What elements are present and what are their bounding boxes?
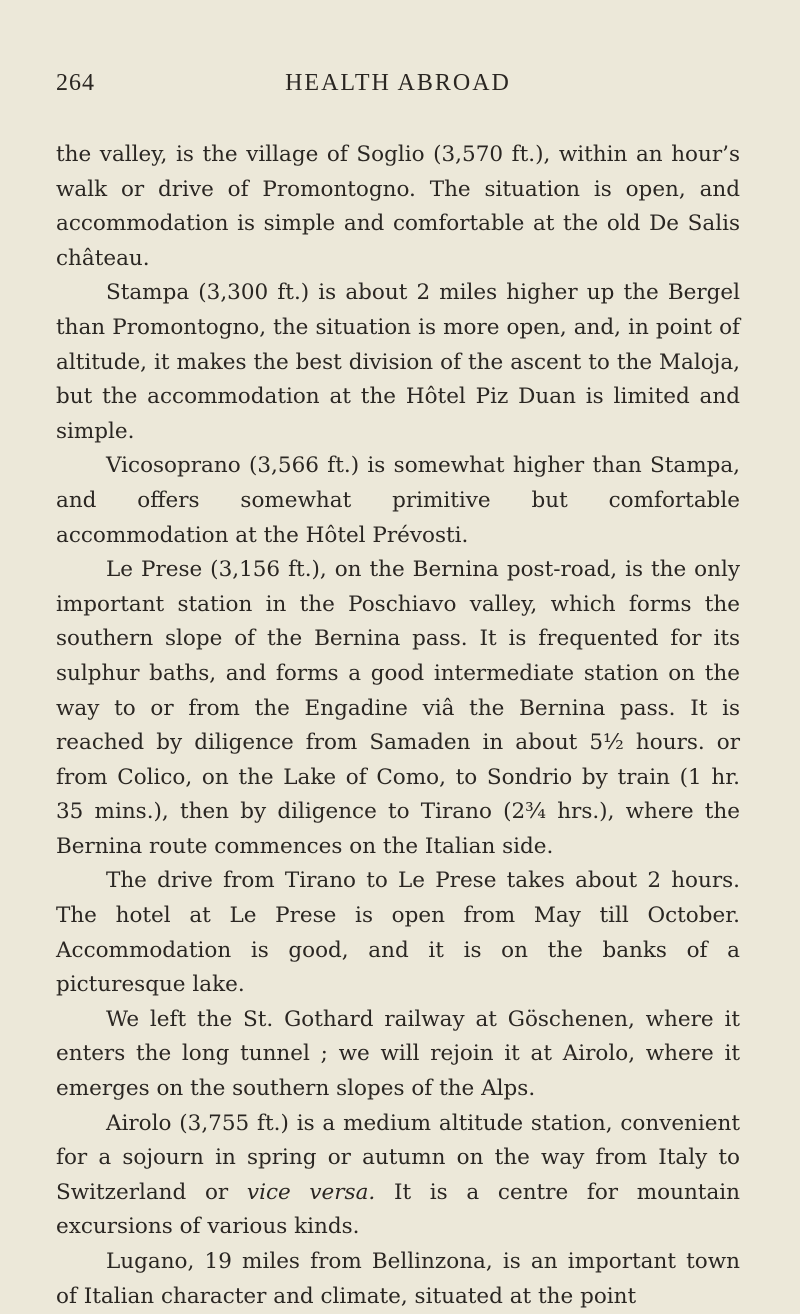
- paragraph-vicosoprano: Vicosoprano (3,566 ft.) is somewhat higher than Stampa, and offers somewhat primitive but comfortable accommodation at the Hôtel Prévosti.: [56, 453, 740, 548]
- paragraph-airolo: [56, 1107, 740, 1245]
- paragraph-tirano-drive: The drive from Tirano to Le Prese takes about 2 hours. The hotel at Le Prese is open from May till October. Accommodation is good, and it is on the banks of a picturesque lake.: [56, 868, 740, 998]
- airolo-text-end: It is a centre for mountain excursions of various kinds.: [56, 1179, 740, 1240]
- paragraph-stampa: Stampa (3,300 ft.) is about 2 miles higher up the Bergel than Promontogno, the situation is more open, and, in point of altitude, it makes the best division of the ascent to the Maloja, but the accommodation at the Hôtel Piz Duan is limited and simple.: [56, 280, 740, 444]
- airolo-text-start: Airolo (3,755 ft.) is a medium altitude station, convenient for a sojourn in spring or autumn on the way from Italy to Switzerland or: [56, 1110, 740, 1205]
- paragraph-soglio: the valley, is the village of Soglio (3,570 ft.), within an hour’s walk or drive of Promontogno. The situation is open, and accommodation is simple and comfortable at the old De Salis château.: [56, 142, 740, 271]
- airolo-italic-phrase: vice versa.: [246, 1179, 376, 1205]
- body-text: [56, 138, 740, 1314]
- paragraph-le-prese: Le Prese (3,156 ft.), on the Bernina post-road, is the only important station in the Poschiavo valley, which forms the southern slope of the Bernina pass. It is frequented for its sulphur baths, and forms a good intermediate station on the way to or from the Engadine viâ the Bernina pass. It is reached by diligence from Samaden in about 5½ hours. or from Colico, on the Lake of Como, to Sondrio by train (1 hr. 35 mins.), then by diligence to Tirano (2¾ hrs.), where the Bernina route commences on the Italian side.: [56, 557, 740, 859]
- page-number: 264: [56, 70, 95, 96]
- running-title: HEALTH ABROAD: [285, 70, 511, 96]
- paragraph-gothard: We left the St. Gothard railway at Göschenen, where it enters the long tunnel ; we will rejoin it at Airolo, where it emerges on the southern slopes of the Alps.: [56, 1006, 740, 1102]
- paragraph-lugano: Lugano, 19 miles from Bellinzona, is an important town of Italian character and climate, situated at the point: [56, 1249, 740, 1309]
- running-head: [56, 70, 740, 106]
